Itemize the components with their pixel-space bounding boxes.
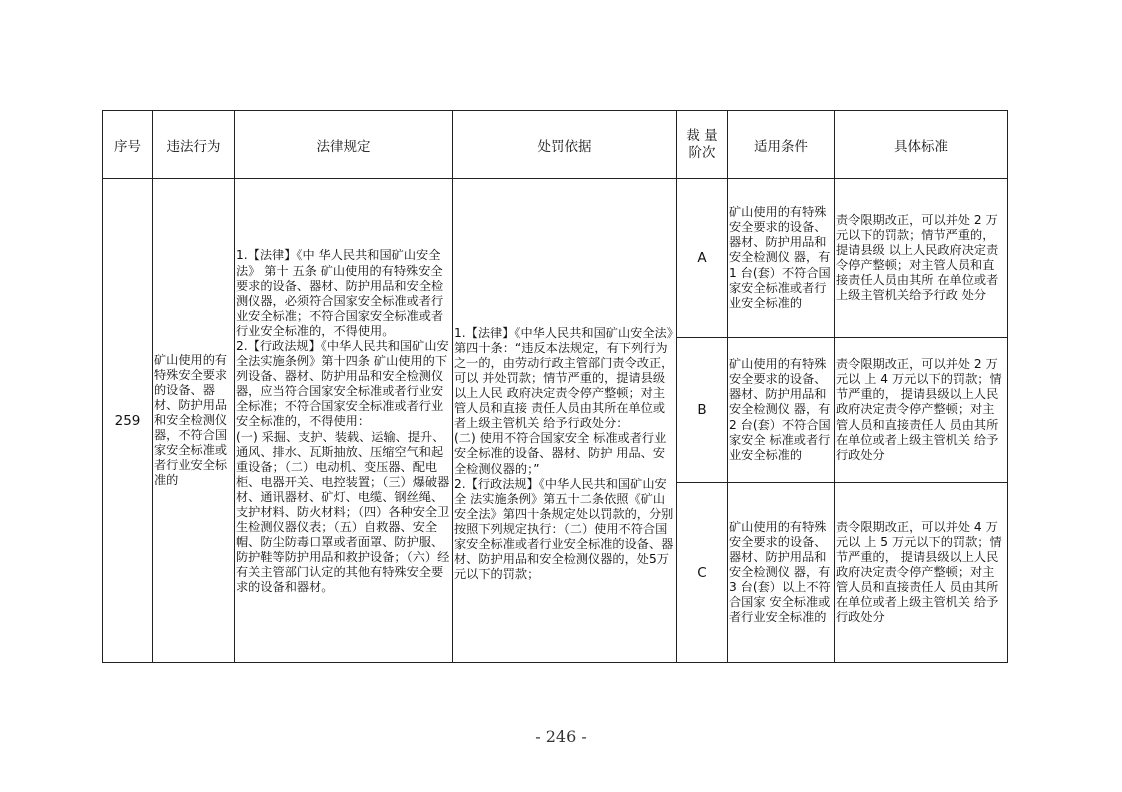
row-violation-cell <box>153 179 235 663</box>
header-discretion-level-line2: 阶次 <box>688 144 716 161</box>
row-violation-text: 矿山使用的有特殊安全要求 的设备、器材、防护用品和安全检测仪器，不符合国家安全标准或者行业安全标准的 <box>154 352 228 488</box>
level-b-condition-text: 矿山使用的有特殊安全要求的设备、器材、防护用品和安全检测仪 器，有 2 台(套）不符合国家安全 标准或者行业安全标准的 <box>729 357 831 462</box>
row-legal-provision-text: 1.【法律】《中 华人民共和国矿山安全法》 第十 五条 矿山使用的有特殊安全要求的设备、器材、防护用品和安全检测仪器，必须符合国家安全标准或者行业安全标准；不符合国家安全标准或者行业安全标准的，不得使用。 2.【行政法规】《中华人民共和国矿山安全法实施条例》第十四条 矿山使用的下列设备、器材、防护用品和安全检测仪器，应当符合国家安全标准或者行业安全标准；不符合国家安全标准或者行业安全标准的，不得使用： (一) 采掘、支护、装载、运输、提升、通风、排水、瓦斯抽放、压缩空气和起重设备；（二）电动机、变压器、配电柜、电器开关、电控装置；（三）爆破器材、通讯器材、矿灯、电缆、钢丝绳、支护材料、防火材料；（四）各种安全卫生检测仪器仪表；（五）自救器、安全帽、防尘防毒口罩或者面罩、防护服、防护鞋等防护用品和救护设备；（六）经有关主管部门认定的其他有特殊安全要求的设备和器材。 <box>236 248 450 595</box>
level-a-condition-cell <box>728 179 835 338</box>
level-a-label: A <box>677 179 728 338</box>
level-a-standard-text: 责令限期改正，可以并处 2 万元以下的罚款；情节严重的，提请县级 以上人民政府决定责令停产整顿；对主管人员和直接责任人员由其所 在单位或者上级主管机关给予行政 处分 <box>836 212 999 303</box>
header-legal-provision: 法律规定 <box>235 111 453 179</box>
level-b-standard-text: 责令限期改正，可以并处 2 万元以 上 4 万元以下的罚款；情节严重的， 提请县级以上人民政府决定责令停产整顿；对主管人员和直接责任人 员由其所在单位或者上级主管机关 给予行政处分 <box>836 357 1002 462</box>
header-violation: 违法行为 <box>153 111 235 179</box>
header-applicable-condition: 适用条件 <box>728 111 835 179</box>
row-penalty-basis-text: 1.【法律】《中华人民共和国矿山安全法》第四十条：“违反本法规定，有下列行为之一的，由劳动行政主管部门责令改正，可以 并处罚款；情节严重的，提请县级以上人民 政府决定责令停产整顿；对主管人员和直接 责任人员由其所在单位或者上级主管机关 给予行政处分： (二) 使用不符合国家安全 标准或者行业安全标准的设备、器材、防护 用品、安全检测仪器的；” 2.【行政法规】《中华人民共和国矿山安全 法实施条例》第五十二条依照《矿山安全法》第四十条规定处以罚款的，分别按照下列规定执行：（二）使用不符合国家安全标准或者行业安全标准的设备、器材、防护用品和安全检测仪器的，处5万元以下的罚款； <box>454 325 674 582</box>
level-b-standard-cell <box>835 338 1008 483</box>
level-c-label: C <box>677 483 728 663</box>
row-penalty-basis-cell <box>453 179 677 663</box>
level-c-condition-cell <box>728 483 835 663</box>
header-penalty-basis: 处罚依据 <box>453 111 677 179</box>
page-number: - 246 - <box>535 727 587 746</box>
header-specific-standard: 具体标准 <box>835 111 1008 179</box>
row-legal-provision-cell <box>235 179 453 663</box>
header-discretion-level <box>677 111 728 179</box>
header-discretion-level-line1: 裁 量 <box>686 127 718 144</box>
header-discretion-level-text <box>686 128 717 162</box>
level-c-standard-cell <box>835 483 1008 663</box>
level-b-condition-cell <box>728 338 835 483</box>
table-row-level-a <box>103 179 1008 338</box>
table-header-row <box>103 111 1008 179</box>
level-a-standard-cell <box>835 179 1008 338</box>
penalty-standard-table <box>102 110 1008 663</box>
row-seq-number: 259 <box>103 179 153 663</box>
header-seq: 序号 <box>103 111 153 179</box>
level-a-condition-text: 矿山使用的有特殊安全要求的设备、器材、防护用品和安全检测仪 器，有 1 台(套）不符合国家安全标准或者行业安全标准的 <box>729 205 831 310</box>
level-c-condition-text: 矿山使用的有特殊安全要求的设备、器材、防护用品和安全检测仪 器，有 3 台(套）以上不符合国家 安全标准或者行业安全标准的 <box>729 519 831 625</box>
level-b-label: B <box>677 338 728 483</box>
level-c-standard-text: 责令限期改正，可以并处 4 万元以 上 5 万元以下的罚款；情节严重的， 提请县级以上人民政府决定责令停产整顿；对主管人员和直接责任人 员由其所在单位或者上级主管机关 给予行政处分 <box>836 519 1002 625</box>
